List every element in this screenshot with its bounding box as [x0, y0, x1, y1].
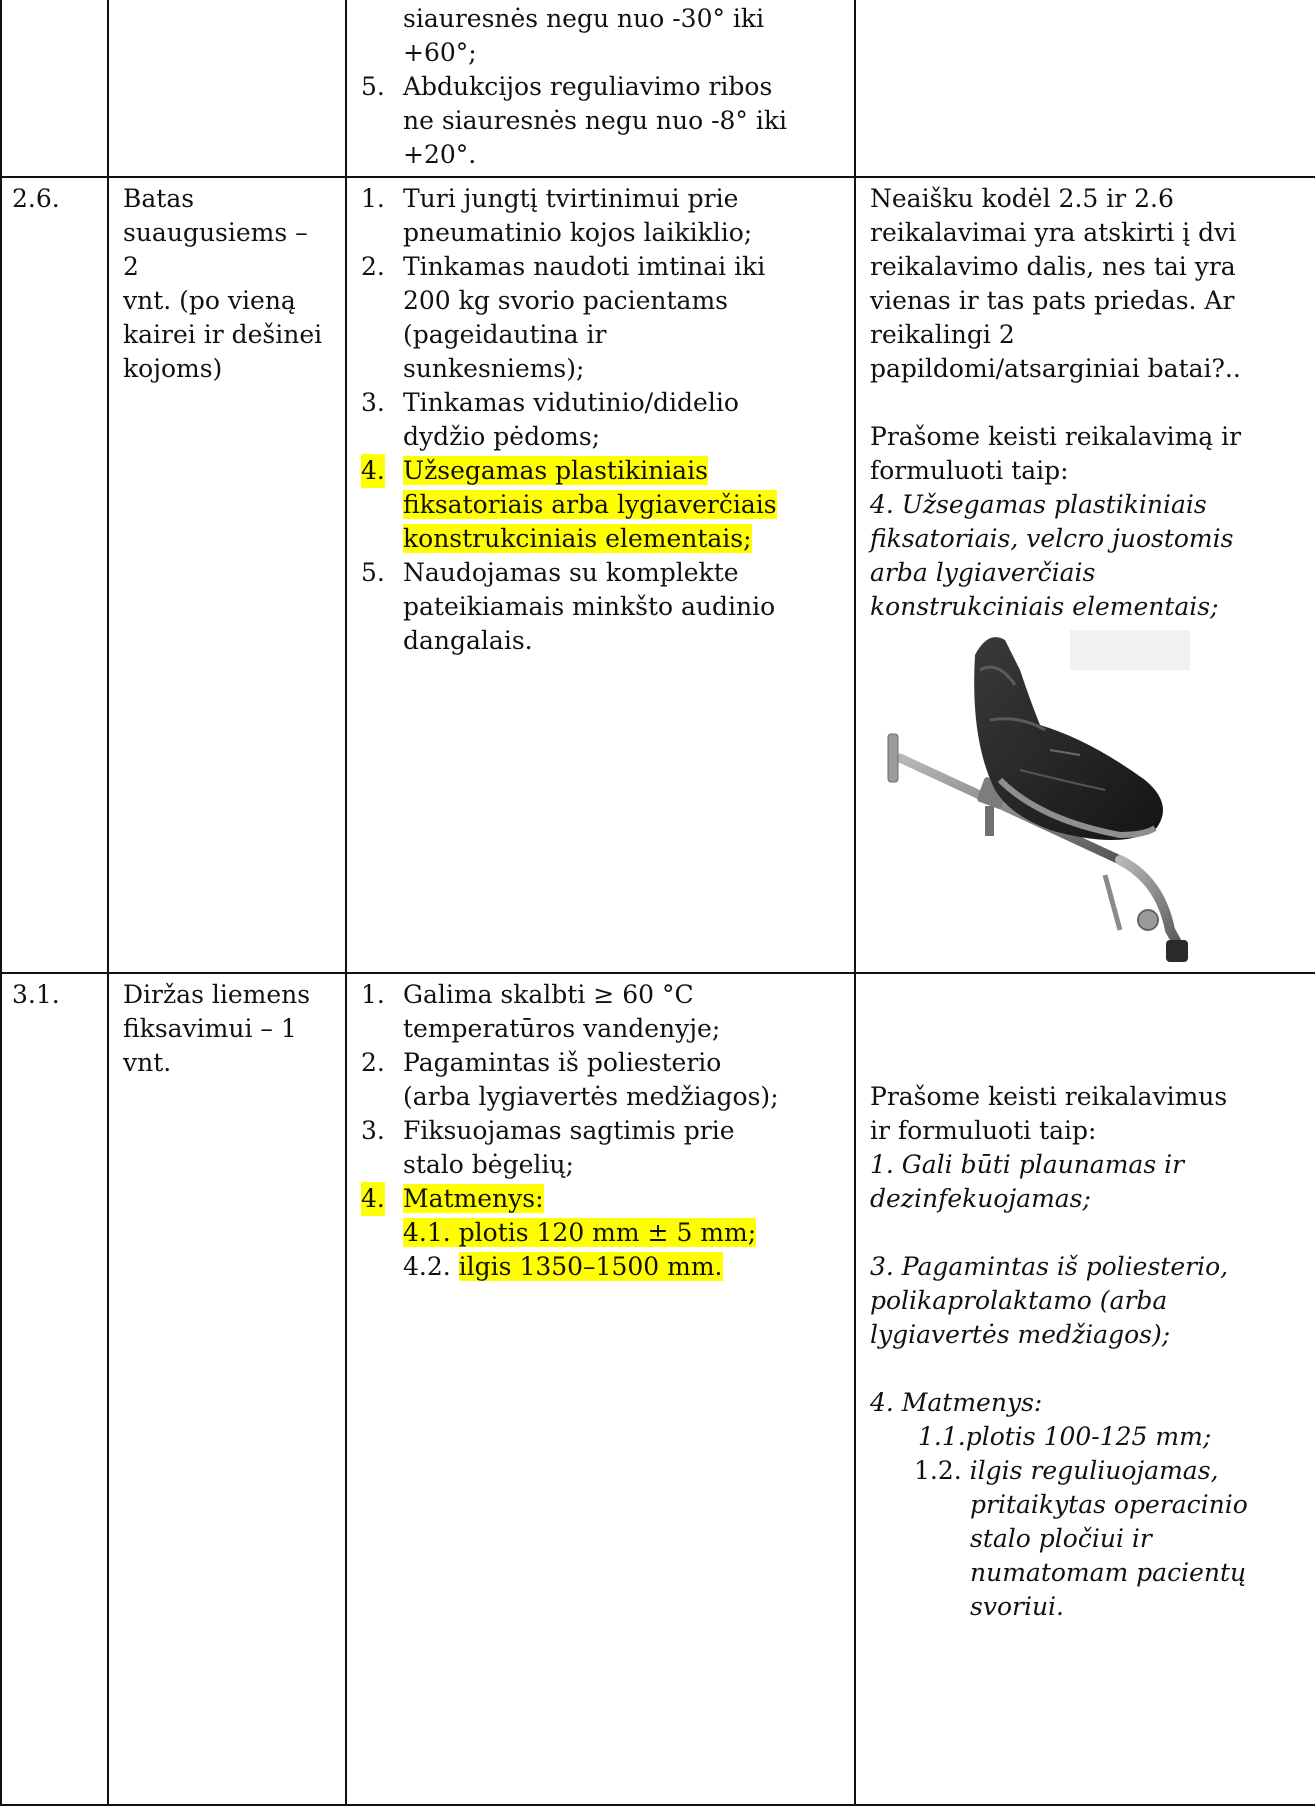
text-line: Prašome keisti reikalavimą ir: [870, 422, 1242, 451]
comment-cell: [855, 177, 1315, 973]
text-line: pateikiamais minkšto audinio: [403, 592, 776, 621]
sub-number: 4.2.: [403, 1252, 451, 1281]
text-line: formuluoti taip:: [870, 456, 1069, 485]
list-number: 5.: [361, 72, 385, 101]
list-item: [361, 978, 840, 1046]
text-line: suaugusiems – 2: [123, 218, 308, 281]
text-line: kojoms): [123, 354, 223, 383]
text-line: kairei ir dešinei: [123, 320, 323, 349]
text-line: Batas: [123, 184, 195, 213]
list-number: 5.: [361, 558, 385, 587]
leg-holder-boot-image: [870, 630, 1190, 968]
name-cell: [108, 177, 346, 973]
highlighted-text: ilgis 1350–1500 mm.: [458, 1252, 723, 1281]
boot-illustration: [870, 630, 1210, 970]
list-number: 4.: [361, 454, 385, 488]
requirements-list: [361, 70, 840, 172]
text-line: Abdukcijos reguliavimo ribos: [403, 72, 773, 101]
italic-line: 1.1.plotis 100-125 mm;: [918, 1422, 1212, 1451]
list-item: [361, 250, 840, 386]
text-line: +20°.: [403, 140, 477, 169]
italic-line: svoriui.: [970, 1592, 1064, 1621]
row-number: 3.1.: [12, 980, 60, 1009]
text-line: (pageidautina ir: [403, 320, 607, 349]
requirements-list: [361, 978, 840, 1216]
italic-line: dezinfekuojamas;: [870, 1184, 1091, 1213]
italic-line: 3. Pagamintas iš poliesterio,: [870, 1252, 1229, 1281]
list-item: [361, 1114, 840, 1182]
italic-line: 4. Matmenys:: [870, 1388, 1043, 1417]
italic-line: fiksatoriais, velcro juostomis: [870, 524, 1234, 553]
text-line: reikalingi 2: [870, 320, 1015, 349]
text-line: Prašome keisti reikalavimus: [870, 1082, 1228, 1111]
italic-line: stalo pločiui ir: [970, 1524, 1152, 1553]
text-line: Neaišku kodėl 2.5 ir 2.6: [870, 184, 1174, 213]
list-number: 1.: [361, 980, 385, 1009]
italic-line: arba lygiaverčiais: [870, 558, 1096, 587]
list-item-highlighted: [361, 454, 840, 556]
text-line: (arba lygiavertės medžiagos);: [403, 1082, 779, 1111]
italic-line: pritaikytas operacinio: [970, 1490, 1248, 1519]
text-line: Diržas liemens: [123, 980, 311, 1009]
list-number: 1.: [361, 184, 385, 213]
requirements-cell: [346, 973, 855, 1805]
text-line: Pagamintas iš poliesterio: [403, 1048, 722, 1077]
number-cell: [1, 177, 108, 973]
sub-number: 1.2.: [914, 1456, 962, 1485]
italic-line: konstrukciniais elementais;: [870, 592, 1219, 621]
list-item-highlighted: [361, 1182, 840, 1216]
text-line: siauresnės negu nuo -30° iki: [403, 4, 765, 33]
italic-line: numatomam pacientų: [970, 1558, 1247, 1587]
list-item: [361, 182, 840, 250]
text-line: Naudojamas su komplekte: [403, 558, 739, 587]
list-number: 3.: [361, 388, 385, 417]
list-number: 2.: [361, 1048, 385, 1077]
requirements-list: [361, 182, 840, 658]
text-line: temperatūros vandenyje;: [403, 1014, 721, 1043]
highlighted-text: fiksatoriais arba lygiaverčiais: [403, 490, 777, 519]
list-number: 4.: [361, 1182, 385, 1216]
text-line: papildomi/atsarginiai batai?..: [870, 354, 1241, 383]
text-line: 200 kg svorio pacientams: [403, 286, 728, 315]
italic-line: ilgis reguliuojamas,: [969, 1456, 1219, 1485]
text-line: pneumatinio kojos laikiklio;: [403, 218, 753, 247]
list-item: [361, 70, 840, 172]
text-line: vnt.: [123, 1048, 172, 1077]
requirements-cell: [346, 177, 855, 973]
text-line: Tinkamas naudoti imtinai iki: [403, 252, 766, 281]
italic-line: polikaprolaktamo (arba: [870, 1286, 1168, 1315]
list-number: 2.: [361, 252, 385, 281]
table-row: [1, 177, 1315, 973]
text-line: ir formuluoti taip:: [870, 1116, 1097, 1145]
highlighted-text: konstrukciniais elementais;: [403, 524, 752, 553]
text-line: Galima skalbti ≥ 60 °C: [403, 980, 694, 1009]
requirements-cell: [346, 0, 855, 177]
name-cell: [108, 0, 346, 177]
text-line: dangalais.: [403, 626, 533, 655]
text-line: dydžio pėdoms;: [403, 422, 601, 451]
text-line: fiksavimui – 1: [123, 1014, 297, 1043]
list-item: [361, 556, 840, 658]
italic-line: 4. Užsegamas plastikiniais: [870, 490, 1207, 519]
text-line: Turi jungtį tvirtinimui prie: [403, 184, 739, 213]
list-item: [361, 1046, 840, 1114]
table-row: [1, 0, 1315, 177]
highlighted-text: Užsegamas plastikiniais: [403, 456, 708, 485]
text-line: stalo bėgelių;: [403, 1150, 574, 1179]
text-line: vnt. (po vieną: [123, 286, 296, 315]
number-cell: [1, 0, 108, 177]
text-line: reikalavimo dalis, nes tai yra: [870, 252, 1236, 281]
text-line: vienas ir tas pats priedas. Ar: [870, 286, 1235, 315]
comment-cell: [855, 973, 1315, 1805]
highlighted-text: 4.1. plotis 120 mm ± 5 mm;: [403, 1218, 757, 1247]
number-cell: [1, 973, 108, 1805]
list-number: 3.: [361, 1116, 385, 1145]
italic-line: 1. Gali būti plaunamas ir: [870, 1150, 1185, 1179]
highlighted-text: Matmenys:: [403, 1184, 544, 1213]
table-row: [1, 973, 1315, 1805]
text-line: ne siauresnės negu nuo -8° iki: [403, 106, 788, 135]
text-line: Tinkamas vidutinio/didelio: [403, 388, 739, 417]
row-number: 2.6.: [12, 184, 60, 213]
text-line: reikalavimai yra atskirti į dvi: [870, 218, 1237, 247]
text-line: +60°;: [403, 38, 477, 67]
list-item: [361, 386, 840, 454]
name-cell: [108, 973, 346, 1805]
text-line: sunkesniems);: [403, 354, 585, 383]
text-line: Fiksuojamas sagtimis prie: [403, 1116, 735, 1145]
italic-line: lygiavertės medžiagos);: [870, 1320, 1171, 1349]
comment-cell: [855, 0, 1315, 177]
